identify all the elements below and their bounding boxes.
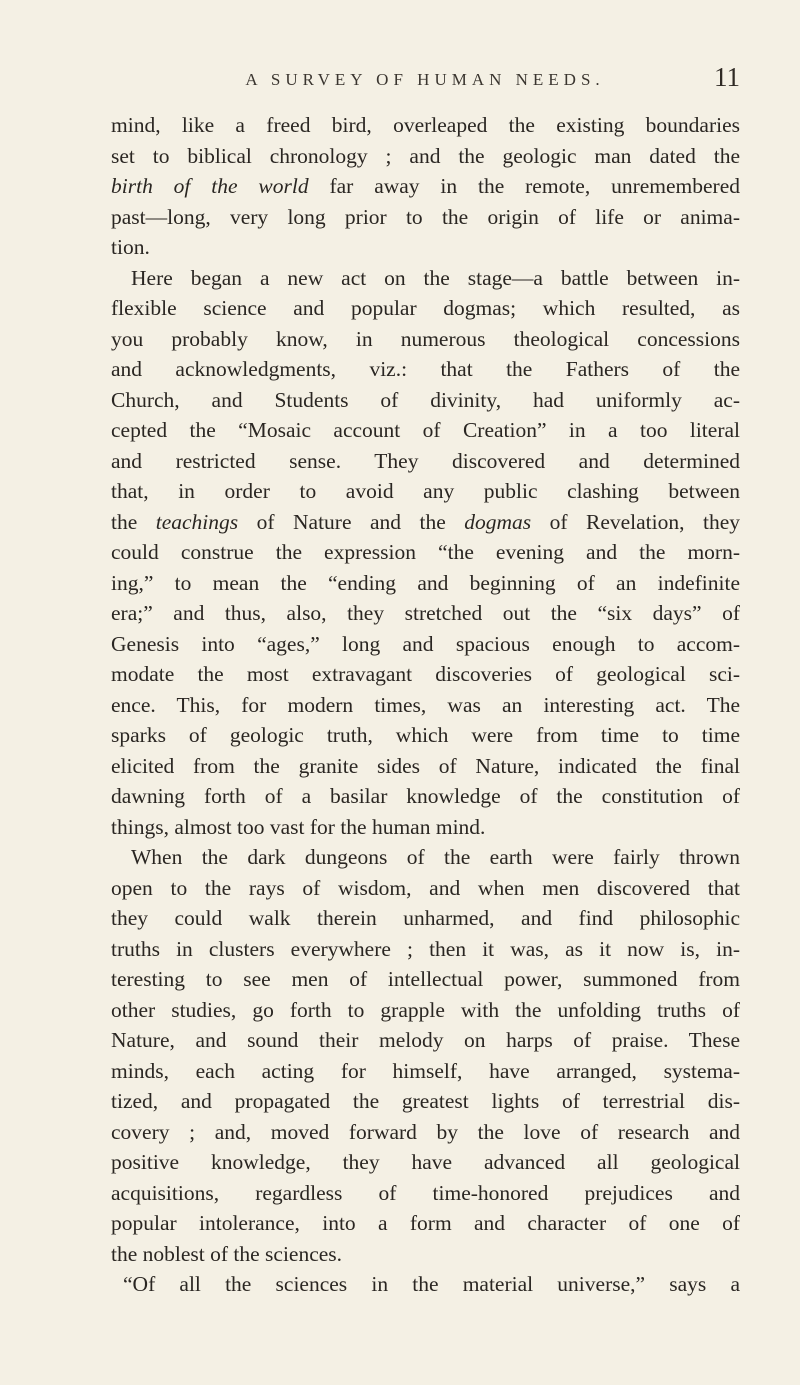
- text-line: covery ; and, moved forward by the love of research and: [111, 1119, 740, 1144]
- text-line: truths in clusters everywhere ; then it was, as it now is, in-: [111, 936, 740, 961]
- text-line: Nature, and sound their melody on harps of praise. These: [111, 1028, 740, 1052]
- text-line: When the dark dungeons of the earth were fairly thrown: [131, 845, 740, 869]
- page-number: 11: [714, 62, 740, 92]
- text-line: minds, each acting for himself, have arranged, systema-: [111, 1058, 740, 1083]
- text-line: birth of the world far away in the remote, unremembered: [111, 174, 740, 198]
- text-line: popular intolerance, into a form and character of one of: [111, 1211, 740, 1235]
- text-line: cepted the “Mosaic account of Creation” in a too literal: [111, 418, 740, 442]
- running-title: A SURVEY OF HUMAN NEEDS.: [245, 70, 605, 89]
- text-line: sparks of geologic truth, which were from time to time: [111, 723, 740, 747]
- text-line: past—long, very long prior to the origin of life or anima-: [111, 204, 740, 229]
- text-line: Genesis into “ages,” long and spacious enough to accom-: [111, 631, 740, 656]
- text-line: tion.: [111, 235, 150, 259]
- text-line: modate the most extravagant discoveries of geological sci-: [111, 662, 740, 686]
- running-head: [110, 60, 740, 100]
- text-line: could construe the expression “the evening and the morn-: [111, 540, 740, 564]
- text-line: ence. This, for modern times, was an interesting act. The: [111, 692, 740, 717]
- text-line: you probably know, in numerous theological concessions: [111, 326, 740, 351]
- text-line: elicited from the granite sides of Nature, indicated the final: [111, 753, 740, 778]
- text-line: acquisitions, regardless of time-honored prejudices and: [111, 1180, 740, 1205]
- text-line: era;” and thus, also, they stretched out the “six days” of: [111, 601, 740, 625]
- text-line: and acknowledgments, viz.: that the Fathers of the: [111, 357, 740, 381]
- text-line: things, almost too vast for the human mind.: [111, 814, 486, 839]
- text-line: they could walk therein unharmed, and find philosophic: [111, 906, 740, 930]
- text-line: open to the rays of wisdom, and when men discovered that: [111, 875, 740, 900]
- text-line: teresting to see men of intellectual power, summoned from: [111, 967, 740, 991]
- text-line: positive knowledge, they have advanced all geological: [111, 1150, 740, 1174]
- text-line: ing,” to mean the “ending and beginning of an indefinite: [111, 570, 740, 595]
- text-line: Here began a new act on the stage—a battle between in-: [131, 265, 740, 290]
- text-line: “Of all the sciences in the material universe,” says a: [123, 1272, 740, 1296]
- text-line: other studies, go forth to grapple with the unfolding truths of: [111, 997, 740, 1022]
- text-line: mind, like a freed bird, overleaped the existing boundaries: [111, 113, 740, 137]
- text-line: flexible science and popular dogmas; which resulted, as: [111, 296, 740, 320]
- text-line: tized, and propagated the greatest lights of terrestrial dis-: [111, 1089, 740, 1113]
- text-line: the teachings of Nature and the dogmas of Revelation, they: [111, 509, 740, 534]
- text-line: set to biblical chronology ; and the geologic man dated the: [111, 143, 740, 168]
- text-line: Church, and Students of divinity, had uniformly ac-: [111, 387, 740, 412]
- text-line: that, in order to avoid any public clashing between: [111, 479, 740, 503]
- body-text: [111, 110, 740, 1300]
- text-line: and restricted sense. They discovered and determined: [111, 448, 740, 473]
- text-line: the noblest of the sciences.: [111, 1241, 343, 1266]
- text-line: dawning forth of a basilar knowledge of the constitution of: [111, 784, 740, 808]
